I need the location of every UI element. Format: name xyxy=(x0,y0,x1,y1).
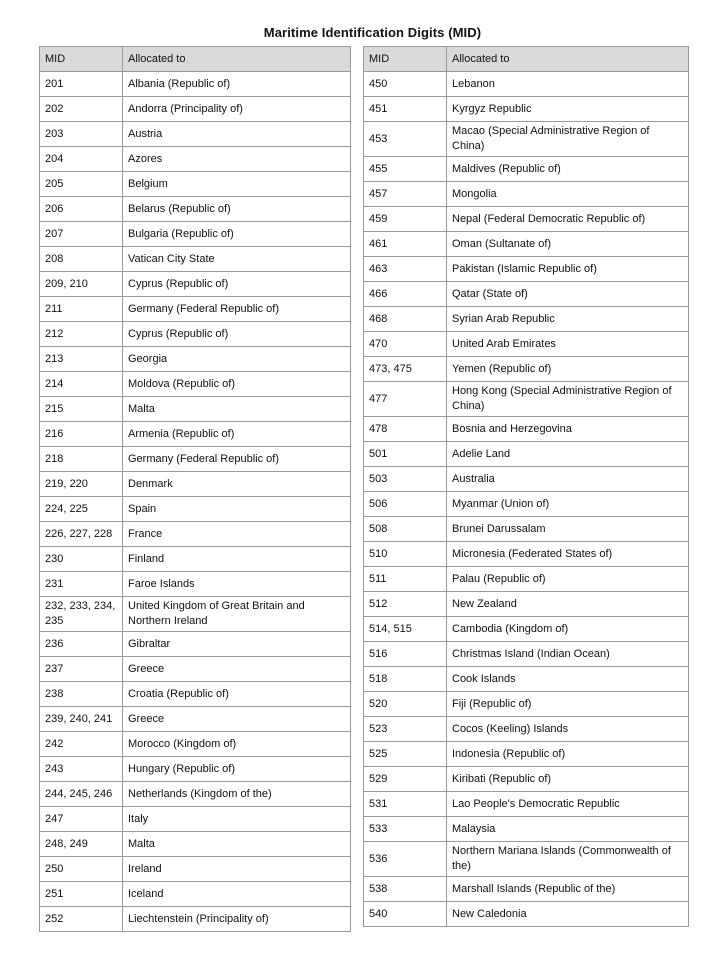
country-cell: Bulgaria (Republic of) xyxy=(123,222,351,247)
mid-cell: 503 xyxy=(364,467,447,492)
table-row xyxy=(40,147,351,172)
mid-cell: 252 xyxy=(40,907,123,932)
table-row xyxy=(40,397,351,422)
mid-cell: 510 xyxy=(364,542,447,567)
country-cell: Cyprus (Republic of) xyxy=(123,272,351,297)
table-row xyxy=(40,757,351,782)
table-row xyxy=(40,447,351,472)
mid-cell: 203 xyxy=(40,122,123,147)
country-cell: United Arab Emirates xyxy=(447,332,689,357)
table-row xyxy=(364,517,689,542)
table-row xyxy=(40,322,351,347)
country-cell: Fiji (Republic of) xyxy=(447,692,689,717)
table-row xyxy=(364,642,689,667)
mid-cell: 512 xyxy=(364,592,447,617)
mid-cell: 232, 233, 234, 235 xyxy=(40,597,123,632)
table-row xyxy=(364,72,689,97)
table-row xyxy=(364,232,689,257)
mid-cell: 230 xyxy=(40,547,123,572)
country-cell: Palau (Republic of) xyxy=(447,567,689,592)
mid-cell: 457 xyxy=(364,182,447,207)
table-row xyxy=(364,467,689,492)
mid-cell: 242 xyxy=(40,732,123,757)
country-cell: Malta xyxy=(123,832,351,857)
table-row xyxy=(364,182,689,207)
table-row xyxy=(40,97,351,122)
mid-cell: 466 xyxy=(364,282,447,307)
country-cell: Cocos (Keeling) Islands xyxy=(447,717,689,742)
table-row xyxy=(364,567,689,592)
mid-cell: 251 xyxy=(40,882,123,907)
country-cell: Marshall Islands (Republic of the) xyxy=(447,877,689,902)
table-row xyxy=(364,332,689,357)
mid-table-right xyxy=(363,46,689,927)
mid-cell: 204 xyxy=(40,147,123,172)
allocated-column-header: Allocated to xyxy=(447,47,689,72)
table-row xyxy=(40,857,351,882)
country-cell: Ireland xyxy=(123,857,351,882)
country-cell: Lebanon xyxy=(447,72,689,97)
table-row xyxy=(40,907,351,932)
table-row xyxy=(40,347,351,372)
country-cell: Australia xyxy=(447,467,689,492)
country-cell: Andorra (Principality of) xyxy=(123,97,351,122)
mid-cell: 451 xyxy=(364,97,447,122)
table-row xyxy=(40,597,351,632)
table-row xyxy=(364,382,689,417)
mid-cell: 226, 227, 228 xyxy=(40,522,123,547)
mid-cell: 205 xyxy=(40,172,123,197)
mid-cell: 468 xyxy=(364,307,447,332)
table-row xyxy=(40,72,351,97)
table-row xyxy=(40,172,351,197)
country-cell: United Kingdom of Great Britain and Northern Ireland xyxy=(123,597,351,632)
country-cell: Adelie Land xyxy=(447,442,689,467)
table-row xyxy=(40,522,351,547)
country-cell: New Caledonia xyxy=(447,902,689,927)
mid-cell: 516 xyxy=(364,642,447,667)
country-cell: Spain xyxy=(123,497,351,522)
mid-cell: 525 xyxy=(364,742,447,767)
country-cell: Mongolia xyxy=(447,182,689,207)
country-cell: Moldova (Republic of) xyxy=(123,372,351,397)
country-cell: Albania (Republic of) xyxy=(123,72,351,97)
mid-cell: 207 xyxy=(40,222,123,247)
mid-cell: 215 xyxy=(40,397,123,422)
mid-cell: 248, 249 xyxy=(40,832,123,857)
mid-cell: 506 xyxy=(364,492,447,517)
table-row xyxy=(364,97,689,122)
table-row xyxy=(40,197,351,222)
country-cell: Italy xyxy=(123,807,351,832)
mid-cell: 236 xyxy=(40,632,123,657)
mid-cell: 212 xyxy=(40,322,123,347)
table-row xyxy=(40,732,351,757)
table-row xyxy=(40,222,351,247)
country-cell: Kiribati (Republic of) xyxy=(447,767,689,792)
table-row xyxy=(364,307,689,332)
mid-cell: 538 xyxy=(364,877,447,902)
mid-cell: 523 xyxy=(364,717,447,742)
mid-cell: 459 xyxy=(364,207,447,232)
mid-cell: 455 xyxy=(364,157,447,182)
table-row xyxy=(40,372,351,397)
country-cell: Iceland xyxy=(123,882,351,907)
table-row xyxy=(40,882,351,907)
mid-column-header: MID xyxy=(364,47,447,72)
country-cell: Liechtenstein (Principality of) xyxy=(123,907,351,932)
table-row xyxy=(364,417,689,442)
country-cell: Armenia (Republic of) xyxy=(123,422,351,447)
country-cell: Qatar (State of) xyxy=(447,282,689,307)
table-row xyxy=(40,632,351,657)
mid-cell: 470 xyxy=(364,332,447,357)
country-cell: Hong Kong (Special Administrative Region of China) xyxy=(447,382,689,417)
mid-cell: 540 xyxy=(364,902,447,927)
country-cell: Gibraltar xyxy=(123,632,351,657)
country-cell: Northern Mariana Islands (Commonwealth of the) xyxy=(447,842,689,877)
country-cell: Finland xyxy=(123,547,351,572)
mid-cell: 202 xyxy=(40,97,123,122)
mid-cell: 518 xyxy=(364,667,447,692)
mid-cell: 520 xyxy=(364,692,447,717)
mid-cell: 218 xyxy=(40,447,123,472)
mid-cell: 243 xyxy=(40,757,123,782)
mid-cell: 450 xyxy=(364,72,447,97)
mid-cell: 463 xyxy=(364,257,447,282)
mid-cell: 514, 515 xyxy=(364,617,447,642)
mid-cell: 511 xyxy=(364,567,447,592)
table-row xyxy=(364,817,689,842)
country-cell: Yemen (Republic of) xyxy=(447,357,689,382)
mid-cell: 250 xyxy=(40,857,123,882)
table-row xyxy=(40,497,351,522)
mid-cell: 533 xyxy=(364,817,447,842)
country-cell: Brunei Darussalam xyxy=(447,517,689,542)
mid-cell: 461 xyxy=(364,232,447,257)
allocated-column-header: Allocated to xyxy=(123,47,351,72)
country-cell: Cyprus (Republic of) xyxy=(123,322,351,347)
country-cell: Macao (Special Administrative Region of China) xyxy=(447,122,689,157)
country-cell: Greece xyxy=(123,707,351,732)
mid-cell: 473, 475 xyxy=(364,357,447,382)
country-cell: Cook Islands xyxy=(447,667,689,692)
country-cell: Faroe Islands xyxy=(123,572,351,597)
table-row xyxy=(364,717,689,742)
country-cell: New Zealand xyxy=(447,592,689,617)
country-cell: Germany (Federal Republic of) xyxy=(123,447,351,472)
mid-cell: 247 xyxy=(40,807,123,832)
table-row xyxy=(364,667,689,692)
country-cell: Vatican City State xyxy=(123,247,351,272)
table-row xyxy=(40,807,351,832)
mid-cell: 239, 240, 241 xyxy=(40,707,123,732)
mid-cell: 529 xyxy=(364,767,447,792)
mid-cell: 477 xyxy=(364,382,447,417)
table-row xyxy=(364,842,689,877)
country-cell: Croatia (Republic of) xyxy=(123,682,351,707)
table-row xyxy=(364,357,689,382)
mid-column-header: MID xyxy=(40,47,123,72)
page-title: Maritime Identification Digits (MID) xyxy=(263,25,482,40)
country-cell: Greece xyxy=(123,657,351,682)
table-row xyxy=(40,247,351,272)
country-cell: Azores xyxy=(123,147,351,172)
country-cell: Belgium xyxy=(123,172,351,197)
table-row xyxy=(40,422,351,447)
table-row xyxy=(364,542,689,567)
table-row xyxy=(364,257,689,282)
mid-cell: 214 xyxy=(40,372,123,397)
country-cell: Denmark xyxy=(123,472,351,497)
table-row xyxy=(364,157,689,182)
country-cell: Malaysia xyxy=(447,817,689,842)
table-row xyxy=(40,832,351,857)
country-cell: Morocco (Kingdom of) xyxy=(123,732,351,757)
mid-cell: 531 xyxy=(364,792,447,817)
country-cell: Cambodia (Kingdom of) xyxy=(447,617,689,642)
table-row xyxy=(364,592,689,617)
table-row xyxy=(364,617,689,642)
mid-cell: 501 xyxy=(364,442,447,467)
country-cell: Maldives (Republic of) xyxy=(447,157,689,182)
country-cell: Hungary (Republic of) xyxy=(123,757,351,782)
table-row xyxy=(40,547,351,572)
country-cell: Austria xyxy=(123,122,351,147)
table-row xyxy=(364,442,689,467)
country-cell: Micronesia (Federated States of) xyxy=(447,542,689,567)
mid-table-left xyxy=(39,46,351,932)
mid-cell: 237 xyxy=(40,657,123,682)
country-cell: Netherlands (Kingdom of the) xyxy=(123,782,351,807)
table-row xyxy=(40,572,351,597)
country-cell: Pakistan (Islamic Republic of) xyxy=(447,257,689,282)
table-row xyxy=(40,657,351,682)
mid-cell: 201 xyxy=(40,72,123,97)
mid-cell: 216 xyxy=(40,422,123,447)
table-row xyxy=(364,692,689,717)
country-cell: Malta xyxy=(123,397,351,422)
mid-cell: 238 xyxy=(40,682,123,707)
table-row xyxy=(40,682,351,707)
table-row xyxy=(364,122,689,157)
table-row xyxy=(364,492,689,517)
table-row xyxy=(40,272,351,297)
country-cell: Lao People's Democratic Republic xyxy=(447,792,689,817)
table-row xyxy=(364,282,689,307)
country-cell: Indonesia (Republic of) xyxy=(447,742,689,767)
table-row xyxy=(40,472,351,497)
mid-cell: 453 xyxy=(364,122,447,157)
table-row xyxy=(364,902,689,927)
table-row xyxy=(364,207,689,232)
country-cell: Syrian Arab Republic xyxy=(447,307,689,332)
mid-cell: 244, 245, 246 xyxy=(40,782,123,807)
table-row xyxy=(364,767,689,792)
mid-cell: 213 xyxy=(40,347,123,372)
country-cell: France xyxy=(123,522,351,547)
country-cell: Kyrgyz Republic xyxy=(447,97,689,122)
country-cell: Belarus (Republic of) xyxy=(123,197,351,222)
table-header-row xyxy=(364,47,689,72)
country-cell: Germany (Federal Republic of) xyxy=(123,297,351,322)
mid-cell: 536 xyxy=(364,842,447,877)
mid-cell: 211 xyxy=(40,297,123,322)
mid-cell: 219, 220 xyxy=(40,472,123,497)
country-cell: Oman (Sultanate of) xyxy=(447,232,689,257)
country-cell: Bosnia and Herzegovina xyxy=(447,417,689,442)
table-row xyxy=(364,877,689,902)
mid-cell: 206 xyxy=(40,197,123,222)
country-cell: Georgia xyxy=(123,347,351,372)
mid-cell: 208 xyxy=(40,247,123,272)
table-header-row xyxy=(40,47,351,72)
mid-cell: 209, 210 xyxy=(40,272,123,297)
mid-cell: 478 xyxy=(364,417,447,442)
country-cell: Myanmar (Union of) xyxy=(447,492,689,517)
table-row xyxy=(364,742,689,767)
table-row xyxy=(40,297,351,322)
table-row xyxy=(40,782,351,807)
table-row xyxy=(364,792,689,817)
mid-cell: 231 xyxy=(40,572,123,597)
table-row xyxy=(40,122,351,147)
country-cell: Christmas Island (Indian Ocean) xyxy=(447,642,689,667)
mid-cell: 224, 225 xyxy=(40,497,123,522)
country-cell: Nepal (Federal Democratic Republic of) xyxy=(447,207,689,232)
mid-cell: 508 xyxy=(364,517,447,542)
table-row xyxy=(40,707,351,732)
